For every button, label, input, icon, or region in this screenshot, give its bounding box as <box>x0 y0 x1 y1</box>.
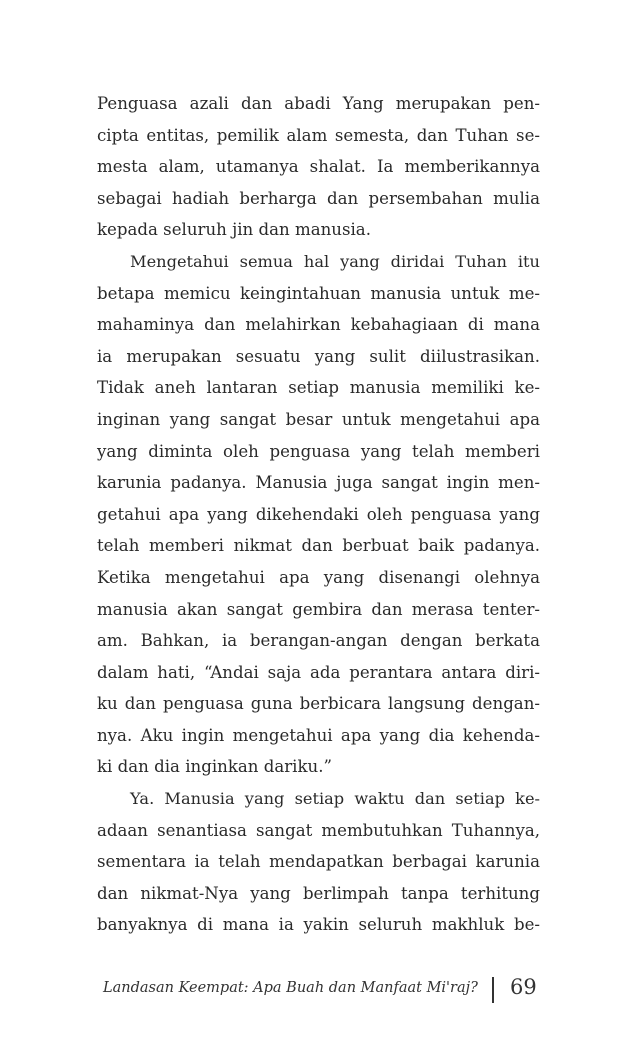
paragraph-2-line: telah memberi nikmat dan berbuat baik padanya. <box>97 536 540 556</box>
paragraph-3-line: dan nikmat-Nya yang berlimpah tanpa terhitung <box>97 883 540 903</box>
paragraph-2-line: getahui apa yang dikehendaki oleh penguasa yang <box>97 504 540 524</box>
paragraph-2-line: ku dan penguasa guna berbicara langsung dengan- <box>97 694 540 714</box>
paragraph-2-line: manusia akan sangat gembira dan merasa tenter- <box>97 599 540 619</box>
paragraph-2-line: Tidak aneh lantaran setiap manusia memiliki ke- <box>97 378 540 398</box>
paragraph-2-line: nya. Aku ingin mengetahui apa yang dia kehenda- <box>97 725 540 745</box>
paragraph-2-line: Ketika mengetahui apa yang disenangi olehnya <box>97 567 540 587</box>
paragraph-2-line: am. Bahkan, ia berangan-angan dengan berkata <box>97 631 540 651</box>
paragraph-1-line: kepada seluruh jin dan manusia. <box>97 220 371 240</box>
paragraph-1-line: Penguasa azali dan abadi Yang merupakan pen- <box>97 94 540 113</box>
paragraph-2-line: mahaminya dan melahirkan kebahagiaan di mana <box>97 315 540 335</box>
paragraph-1-line: mesta alam, utamanya shalat. Ia memberikannya <box>97 157 540 177</box>
paragraph-1-line: sebagai hadiah berharga dan persembahan mulia <box>97 188 540 208</box>
paragraph-2-line: Mengetahui semua hal yang diridai Tuhan itu <box>130 251 540 271</box>
paragraph-2-line: karunia padanya. Manusia juga sangat ingin men- <box>97 473 540 493</box>
paragraph-2-line: inginan yang sangat besar untuk mengetahui apa <box>97 409 540 429</box>
page-number: 69 <box>510 975 537 999</box>
paragraph-3-line: banyaknya di mana ia yakin seluruh makhluk be- <box>97 915 540 935</box>
footer-divider <box>492 977 494 1003</box>
paragraph-2-line: yang diminta oleh penguasa yang telah memberi <box>97 441 540 461</box>
paragraph-3-line: Ya. Manusia yang setiap waktu dan setiap ke- <box>130 789 540 809</box>
page-footer <box>0 970 638 1010</box>
paragraph-2-line: betapa memicu keingintahuan manusia untuk me- <box>97 283 540 303</box>
paragraph-3-line: adaan senantiasa sangat membutuhkan Tuhannya, <box>97 820 540 840</box>
paragraph-3-line: sementara ia telah mendapatkan berbagai karunia <box>97 852 540 872</box>
paragraph-2-line: dalam hati, “Andai saja ada perantara antara diri- <box>97 662 540 682</box>
paragraph-1-line: cipta entitas, pemilik alam semesta, dan Tuhan se- <box>97 125 540 145</box>
paragraph-2-line: ki dan dia inginkan dariku.” <box>97 757 332 777</box>
running-head: Landasan Keempat: Apa Buah dan Manfaat Mi'raj? <box>103 980 478 996</box>
paragraph-2-line: ia merupakan sesuatu yang sulit diilustrasikan. <box>97 346 540 366</box>
body-text <box>97 88 540 941</box>
